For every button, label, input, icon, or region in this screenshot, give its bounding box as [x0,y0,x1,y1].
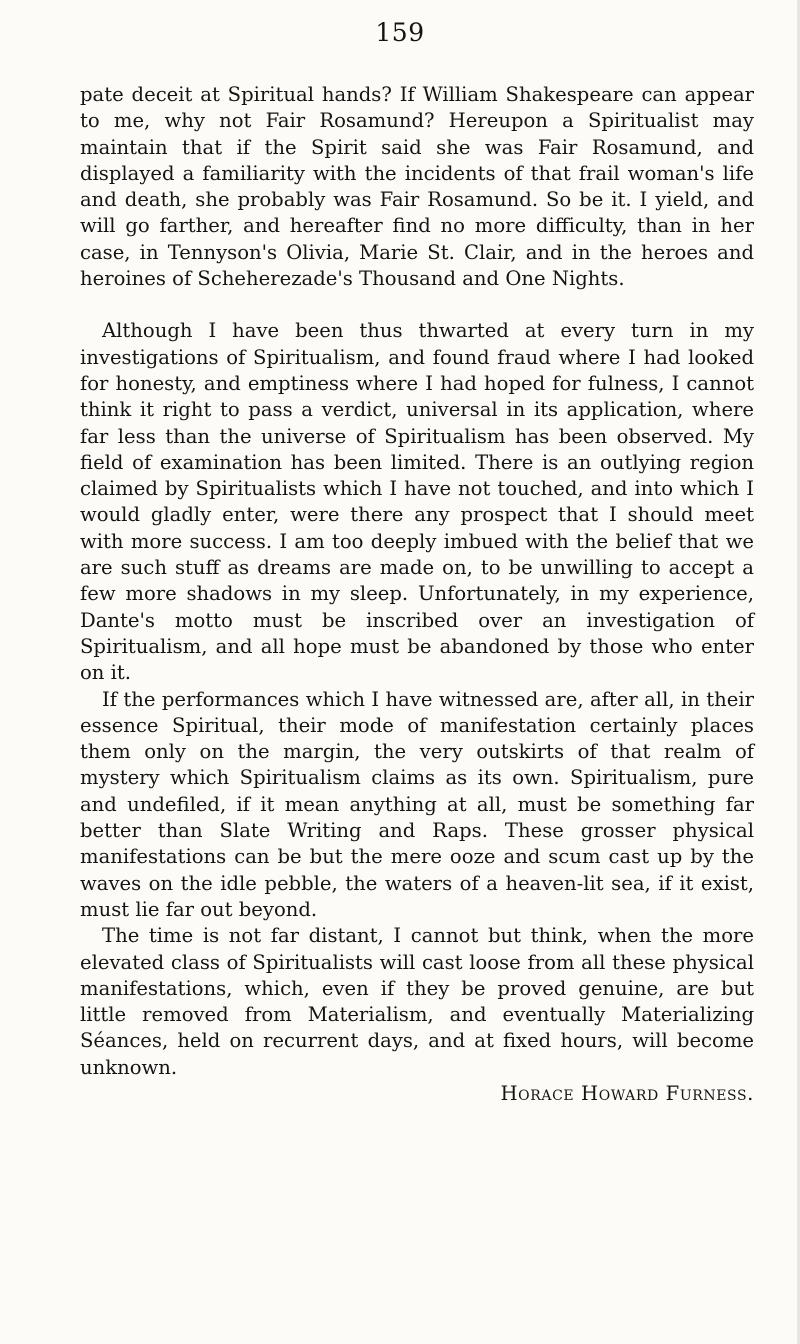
paragraph-investigations: Although I have been thus thwarted at every turn in my investigations of Spiritualism, and found fraud where I had looked for honesty, and emptiness where I had hoped for fulness, I cannot think it right to pass a verdict, universal in its application, where far less than the universe of Spiritualism has been observed. My field of examination has been limited. There is an outlying region claimed by Spiritualists which I have not touched, and into which I would gladly enter, were there any prospect that I should meet with more success. I am too deeply imbued with the belief that we are such stuff as dreams are made on, to be unwilling to accept a few more shadows in my sleep. Unfortunately, in my experience, Dante's motto must be inscribed over an investigation of Spiritualism, and all hope must be abandoned by those who enter on it. [80,319,754,685]
page-number: 159 [375,18,425,47]
paragraph-performances: If the performances which I have witnessed are, after all, in their essence Spiritual, their mode of manifestation certainly places them only on the margin, the very outskirts of that realm of mystery which Spiritualism claims as its own. Spiritualism, pure and undefiled, if it mean anything at all, must be something far better than Slate Writing and Raps. These grosser physical manifestations can be but the mere ooze and scum cast up by the waves on the idle pebble, the waters of a heaven-lit sea, if it exist, must lie far out beyond. [80,687,754,921]
author-signature: Horace Howard Furness. [500,1081,754,1105]
paragraph-conclusion: The time is not far distant, I cannot but think, when the more elevated class of Spiritualists will cast loose from all these physical manifestations, which, even if they be proved genuine, are but little removed from Materialism, and eventually Materializing Séances, held on recurrent days, and at fixed hours, will become unknown. [80,924,754,1079]
body-text [80,82,754,1107]
paragraph-spacer [80,292,754,318]
paragraph-continuation: pate deceit at Spiritual hands? If William Shakespeare can appear to me, why not Fair Rosamund? Hereupon a Spiritualist may maintain that if the Spirit said she was Fair Rosamund, and displayed a familiarity with the incidents of that frail woman's life and death, she probably was Fair Rosamund. So be it. I yield, and will go farther, and hereafter find no more difficulty, than in her case, in Tennyson's Olivia, Marie St. Clair, and in the heroes and heroines of Scheherezade's Thousand and One Nights. [80,83,754,291]
